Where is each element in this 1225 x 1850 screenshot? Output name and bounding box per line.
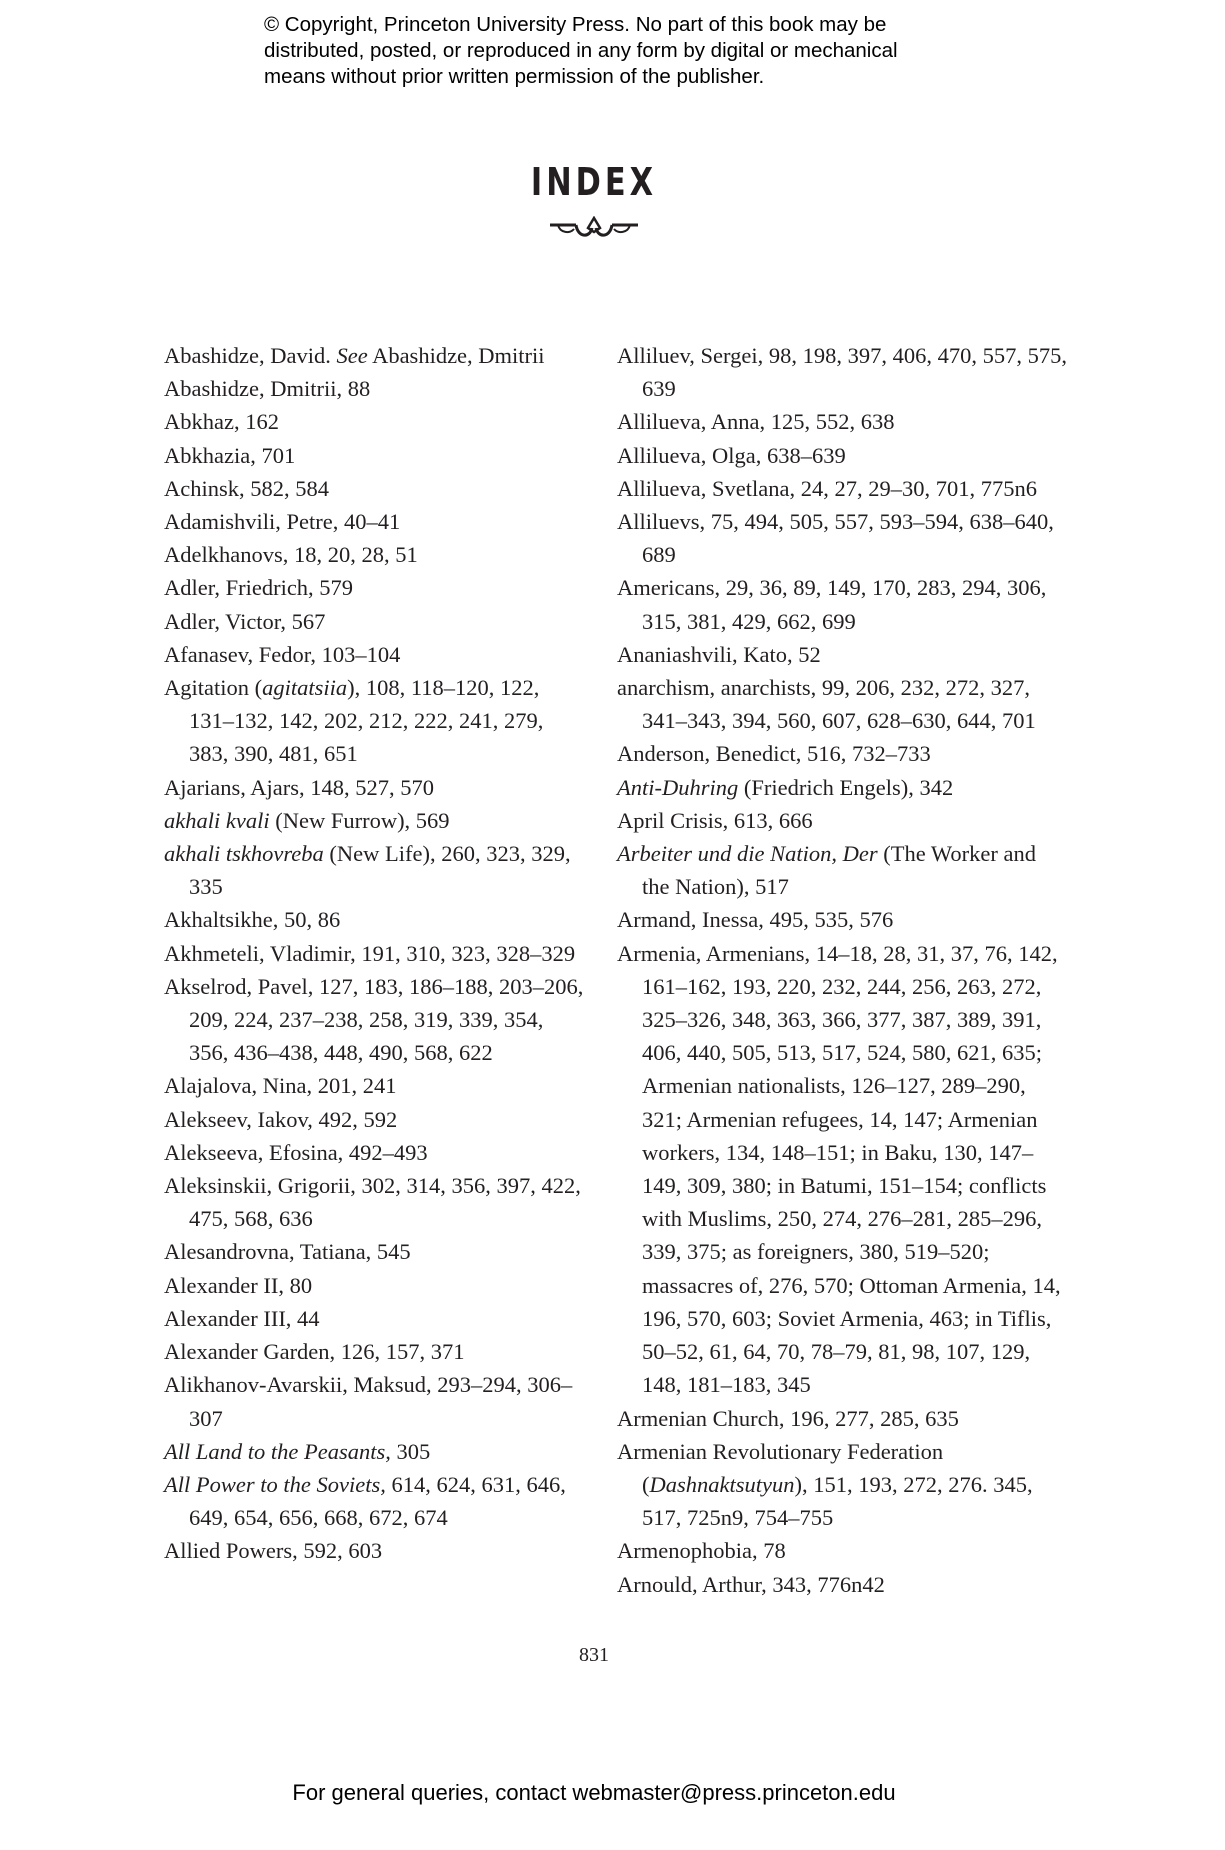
- index-entry-text: Anderson, Benedict, 516, 732–733: [617, 741, 931, 767]
- index-entry-text: (New Furrow), 569: [269, 807, 450, 833]
- index-entry-text: Achinsk, 582, 584: [164, 475, 329, 501]
- index-entry: [164, 1169, 584, 1235]
- copyright-line: © Copyright, Princeton University Press. No part of this book may be: [264, 13, 887, 36]
- copyright-line: means without prior written permission of the publisher.: [264, 65, 765, 88]
- index-entry: [164, 804, 584, 837]
- index-entry: [617, 1568, 1067, 1601]
- index-entry: [617, 1402, 1067, 1435]
- index-entry-text: 305: [390, 1438, 431, 1464]
- index-entry: [617, 1435, 1067, 1535]
- index-entry: [164, 1269, 584, 1302]
- index-entry-text: Abkhaz, 162: [164, 409, 279, 435]
- index-entry-text: Adamishvili, Petre, 40–41: [164, 509, 401, 535]
- index-entry-text: Allied Powers, 592, 603: [164, 1538, 383, 1564]
- index-entry-text: Akhmeteli, Vladimir, 191, 310, 323, 328–329: [164, 940, 576, 966]
- index-entry-text: (Friedrich Engels), 342: [738, 774, 954, 800]
- index-entry: [164, 903, 584, 936]
- index-entry: [164, 1136, 584, 1169]
- index-entry: [164, 837, 584, 903]
- index-entry: [164, 505, 584, 538]
- index-entry: [617, 505, 1067, 571]
- index-entry-text: All Power to the Soviets,: [164, 1471, 386, 1497]
- index-entry: [617, 405, 1067, 438]
- index-entry-text: Alliluev, Sergei, 98, 198, 397, 406, 470, 557, 575, 639: [617, 343, 1067, 402]
- index-entry-text: Dashnaktsutyun: [649, 1471, 795, 1497]
- page-title: INDEX: [530, 160, 658, 204]
- index-entry-text: Akselrod, Pavel, 127, 183, 186–188, 203–206, 209, 224, 237–238, 258, 319, 339, 354, 356, 436–438, 448, 490, 568, 622: [164, 973, 584, 1066]
- index-entry: [164, 1468, 584, 1534]
- index-entry-text: April Crisis, 613, 666: [617, 807, 813, 833]
- index-column-left: [164, 339, 584, 1568]
- index-entry: [617, 439, 1067, 472]
- index-entry: [617, 1534, 1067, 1567]
- index-entry: [164, 439, 584, 472]
- index-entry-text: Allilueva, Olga, 638–639: [617, 442, 846, 468]
- index-entry-text: (New Life), 260, 323, 329, 335: [189, 841, 571, 900]
- index-entry: [164, 937, 584, 970]
- index-entry: [617, 571, 1067, 637]
- index-entry-text: agitatsiia: [262, 675, 348, 701]
- index-entry-text: ), 151, 193, 272, 276. 345, 517, 725n9, 754–755: [642, 1471, 1033, 1531]
- index-entry-text: Alajalova, Nina, 201, 241: [164, 1073, 397, 1099]
- index-entry-text: Americans, 29, 36, 89, 149, 170, 283, 294, 306, 315, 381, 429, 662, 699: [617, 575, 1047, 634]
- index-entry-text: Alexander II, 80: [164, 1272, 313, 1298]
- index-column-right: [617, 339, 1067, 1601]
- index-entry: [164, 372, 584, 405]
- index-entry-text: Armand, Inessa, 495, 535, 576: [617, 907, 894, 933]
- index-entry: [617, 339, 1067, 405]
- copyright-line: distributed, posted, or reproduced in any form by digital or mechanical: [264, 39, 898, 62]
- index-entry-text: Armenian Revolutionary Federation (: [617, 1438, 944, 1497]
- index-entry-text: Adelkhanovs, 18, 20, 28, 51: [164, 542, 418, 568]
- index-entry-text: Alekseev, Iakov, 492, 592: [164, 1106, 398, 1132]
- index-entry-text: ), 108, 118–120, 122, 131–132, 142, 202, 212, 222, 241, 279, 383, 390, 481, 651: [189, 675, 544, 767]
- index-entry: [164, 405, 584, 438]
- index-entry: [164, 472, 584, 505]
- index-entry-text: Armenia, Armenians, 14–18, 28, 31, 37, 76, 142, 161–162, 193, 220, 232, 244, 256, 263, 272, 325–326, 348, 363, 366, 377, 387, 389, 391, 406, 440, 505, 513, 517, 524, 580, 621, 635; Armenian nationalists, 126–127, 289–290, 321; Armenian refugees, 14, 147; Armenian workers, 134, 148–151; in Baku, 130, 147–149, 309, 380; in Batumi, 151–154; conflicts with Muslims, 250, 274, 276–281, 285–296, 339, 375; as foreigners, 380, 519–520; massacres of, 276, 570; Ottoman Armenia, 14, 196, 570, 603; Soviet Armenia, 463; in Tiflis, 50–52, 61, 64, 70, 78–79, 81, 98, 107, 129, 148, 181–183, 345: [617, 940, 1061, 1398]
- index-entry-text: Arnould, Arthur, 343, 776n42: [617, 1571, 885, 1597]
- decorative-flourish-icon: [548, 216, 640, 246]
- index-entry-text: Ajarians, Ajars, 148, 527, 570: [164, 774, 434, 800]
- index-entry-text: Arbeiter und die Nation, Der: [617, 841, 878, 867]
- page-number: 831: [579, 1644, 609, 1666]
- index-entry: [164, 970, 584, 1070]
- index-entry: [617, 671, 1067, 737]
- index-entry-text: (The Worker and the Nation), 517: [642, 841, 1036, 900]
- index-entry: [164, 1069, 584, 1102]
- index-entry-text: Allilueva, Anna, 125, 552, 638: [617, 409, 895, 435]
- index-entry: [164, 1534, 584, 1567]
- index-entry: [164, 339, 584, 372]
- index-entry-text: Alliluevs, 75, 494, 505, 557, 593–594, 638–640, 689: [617, 509, 1054, 568]
- index-entry-text: akhali tskhovreba: [164, 841, 324, 867]
- index-entry: [617, 937, 1067, 1402]
- index-entry-text: Alexander III, 44: [164, 1305, 320, 1331]
- index-entry-text: anarchism, anarchists, 99, 206, 232, 272, 327, 341–343, 394, 560, 607, 628–630, 644, 701: [617, 675, 1036, 734]
- index-entry-text: Afanasev, Fedor, 103–104: [164, 641, 401, 667]
- index-entry: [164, 571, 584, 604]
- index-entry-text: See: [336, 343, 368, 368]
- index-entry: [164, 1302, 584, 1335]
- index-entry-text: Abashidze, Dmitrii: [367, 343, 545, 368]
- index-entry-text: Armenian Church, 196, 277, 285, 635: [617, 1405, 959, 1431]
- copyright-notice: [264, 12, 1024, 90]
- index-entry: [164, 1335, 584, 1368]
- index-entry: [617, 804, 1067, 837]
- index-entry-text: Alekseeva, Efosina, 492–493: [164, 1139, 428, 1165]
- index-entry: [617, 472, 1067, 505]
- index-entry: [617, 837, 1067, 903]
- index-entry-text: Aleksinskii, Grigorii, 302, 314, 356, 397, 422, 475, 568, 636: [164, 1173, 581, 1232]
- index-entry-text: Agitation (: [164, 675, 263, 701]
- index-entry-text: Alikhanov-Avarskii, Maksud, 293–294, 306–307: [164, 1372, 573, 1431]
- index-entry-text: Armenophobia, 78: [617, 1538, 786, 1564]
- index-entry: [617, 771, 1067, 804]
- index-entry: [617, 737, 1067, 770]
- index-entry-text: Adler, Friedrich, 579: [164, 575, 354, 601]
- index-entry-text: Anti-Duhring: [617, 774, 739, 800]
- index-entry: [164, 1368, 584, 1434]
- index-entry-text: Abashidze, Dmitrii, 88: [164, 376, 371, 402]
- index-entry-text: Akhaltsikhe, 50, 86: [164, 907, 341, 933]
- footer-contact: For general queries, contact webmaster@press.princeton.edu: [292, 1780, 896, 1805]
- index-entry: [617, 638, 1067, 671]
- index-entry-text: Allilueva, Svetlana, 24, 27, 29–30, 701, 775n6: [617, 475, 1037, 501]
- index-entry-text: akhali kvali: [164, 807, 270, 833]
- index-entry: [164, 538, 584, 571]
- index-entry: [164, 605, 584, 638]
- index-entry: [617, 903, 1067, 936]
- index-entry: [164, 638, 584, 671]
- index-entry-text: 614, 624, 631, 646, 649, 654, 656, 668, 672, 674: [189, 1471, 566, 1531]
- index-entry-text: Adler, Victor, 567: [164, 608, 326, 634]
- index-entry-text: Abkhazia, 701: [164, 442, 296, 468]
- index-entry-text: Alexander Garden, 126, 157, 371: [164, 1339, 465, 1365]
- index-entry: [164, 1235, 584, 1268]
- index-entry: [164, 1435, 584, 1468]
- index-entry-text: Alesandrovna, Tatiana, 545: [164, 1239, 411, 1265]
- index-entry-text: All Land to the Peasants,: [164, 1438, 391, 1464]
- index-entry: [164, 1103, 584, 1136]
- index-entry: [164, 771, 584, 804]
- index-entry: [164, 671, 584, 771]
- index-entry-text: Ananiashvili, Kato, 52: [617, 641, 821, 667]
- index-entry-text: Abashidze, David.: [164, 343, 337, 368]
